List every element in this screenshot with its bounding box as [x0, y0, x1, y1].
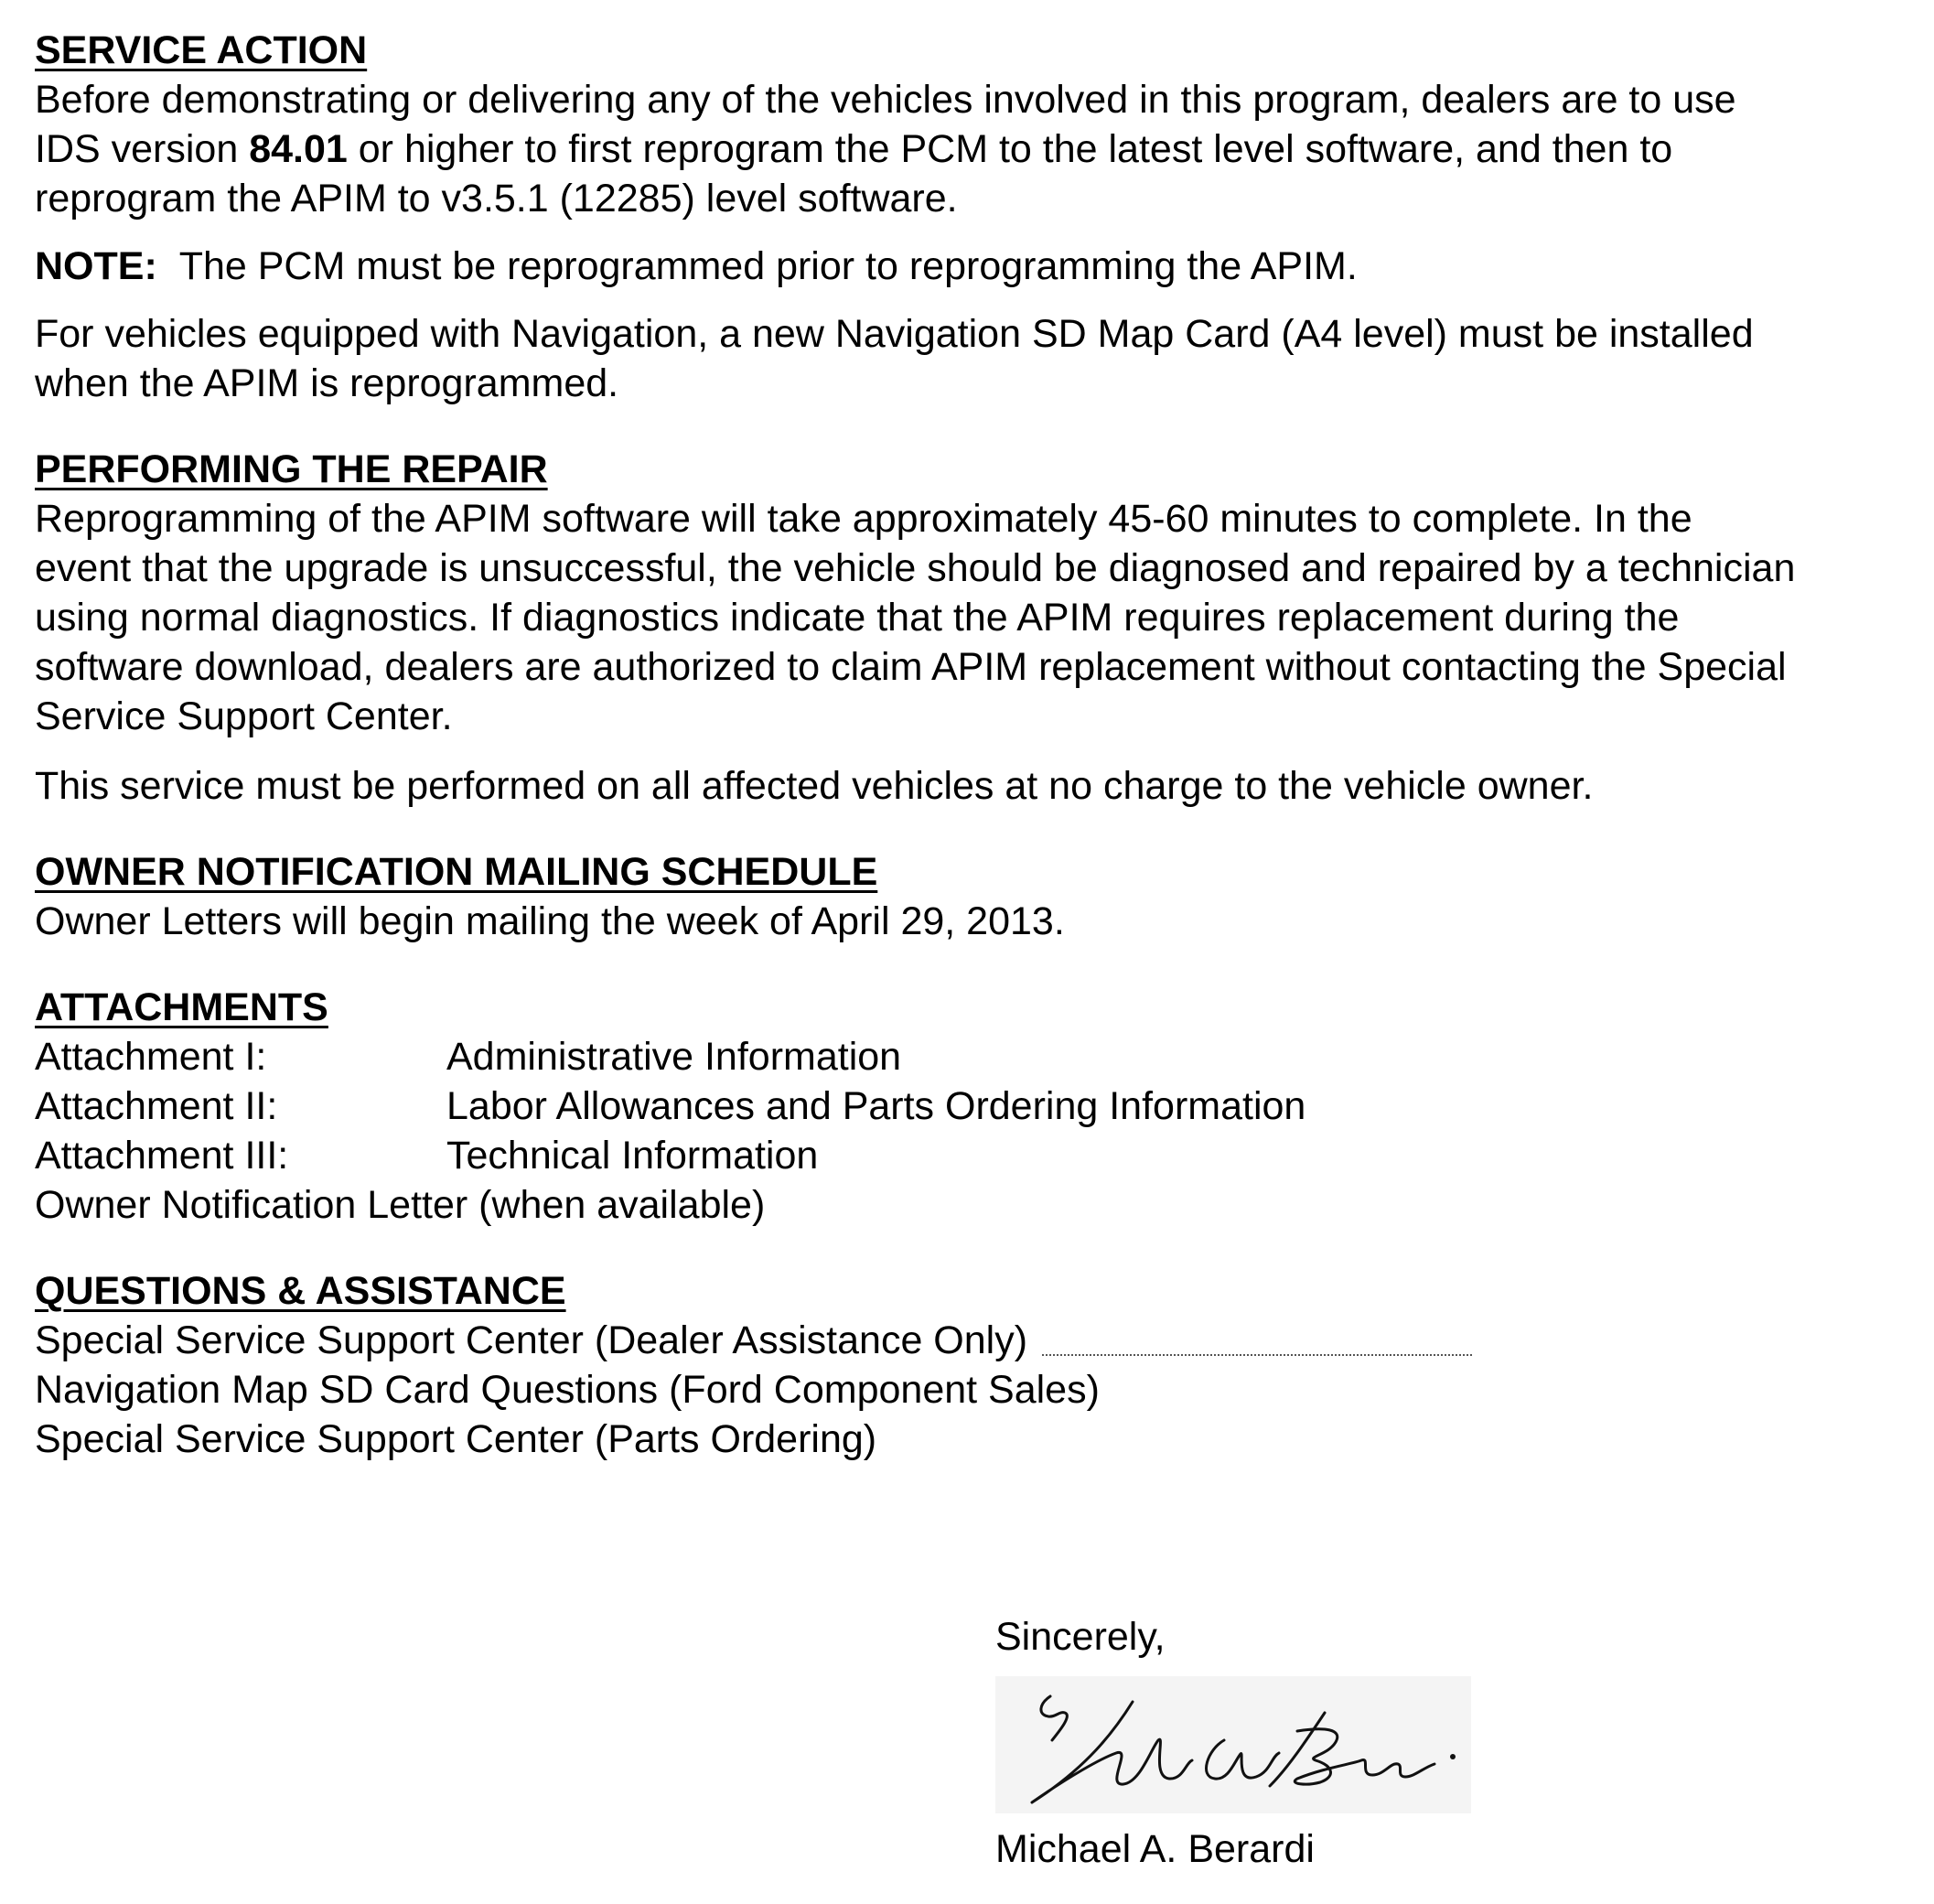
- ids-version-prefix: IDS version: [35, 127, 250, 171]
- navigation-line-2: when the APIM is reprogrammed.: [35, 361, 619, 405]
- attachment-row: [35, 1081, 1910, 1131]
- service-action-line-1: Before demonstrating or delivering any of the vehicles involved in this program, dealers are to use: [35, 78, 1736, 122]
- repair-paragraph: [35, 494, 1910, 741]
- handwritten-signature: [995, 1676, 1471, 1813]
- signer-name: Michael A. Berardi: [995, 1827, 1315, 1871]
- note-label: NOTE:: [35, 244, 157, 288]
- attachment-label: Attachment II:: [35, 1084, 278, 1128]
- attachment-value: Labor Allowances and Parts Ordering Information: [446, 1084, 1306, 1128]
- navigation-paragraph: [35, 309, 1910, 408]
- attachments-heading: ATTACHMENTS: [35, 985, 328, 1029]
- contact-line: [35, 1316, 1910, 1365]
- service-action-line-2: [35, 124, 1910, 174]
- contact-line: [35, 1365, 1910, 1415]
- repair-line-2: event that the upgrade is unsuccessful, the vehicle should be diagnosed and repaired by a technician: [35, 546, 1796, 590]
- document-body: [35, 26, 1910, 1464]
- attachment-row: [35, 1131, 1910, 1180]
- performing-repair-heading: PERFORMING THE REPAIR: [35, 447, 548, 491]
- dotted-leader: [1042, 1354, 1472, 1356]
- note-text: The PCM must be reprogrammed prior to reprogramming the APIM.: [178, 244, 1358, 288]
- questions-heading: QUESTIONS & ASSISTANCE: [35, 1269, 566, 1313]
- ids-version-suffix: or higher to first reprogram the PCM to the latest level software, and then to: [347, 127, 1673, 171]
- attachment-label: Attachment III:: [35, 1134, 289, 1178]
- questions-list: [35, 1316, 1910, 1464]
- signature-scribble-icon: [995, 1676, 1471, 1813]
- repair-line-5: Service Support Center.: [35, 694, 453, 738]
- repair-line-4: software download, dealers are authorized to claim APIM replacement without contacting the Special: [35, 645, 1787, 689]
- contact-label: Navigation Map SD Card Questions (Ford Component Sales): [35, 1368, 1100, 1412]
- repair-line-1: Reprogramming of the APIM software will take approximately 45-60 minutes to complete. In the: [35, 497, 1692, 541]
- owner-notification-letter-item: Owner Notification Letter (when available): [35, 1183, 766, 1227]
- attachment-value: Technical Information: [446, 1134, 819, 1178]
- contact-line: [35, 1415, 1910, 1464]
- contact-label: Special Service Support Center (Dealer Assistance Only): [35, 1318, 1028, 1362]
- attachments-list: [35, 1032, 1910, 1230]
- contact-label: Special Service Support Center (Parts Ordering): [35, 1417, 877, 1461]
- repair-line-3: using normal diagnostics. If diagnostics indicate that the APIM requires replacement during the: [35, 596, 1680, 640]
- attachment-value: Administrative Information: [446, 1035, 902, 1079]
- ids-version-number: 84.01: [249, 127, 348, 171]
- owner-notification-text: Owner Letters will begin mailing the week of April 29, 2013.: [35, 899, 1065, 943]
- service-action-paragraph: [35, 75, 1910, 223]
- attachment-label: Attachment I:: [35, 1035, 267, 1079]
- note-line: [35, 242, 1910, 291]
- attachment-row: [35, 1032, 1910, 1081]
- service-action-heading: SERVICE ACTION: [35, 28, 368, 72]
- navigation-line-1: For vehicles equipped with Navigation, a new Navigation SD Map Card (A4 level) must be installed: [35, 312, 1754, 356]
- signature-block: [995, 1612, 1508, 1874]
- owner-notification-heading: OWNER NOTIFICATION MAILING SCHEDULE: [35, 850, 878, 894]
- no-charge-statement: This service must be performed on all affected vehicles at no charge to the vehicle owner.: [35, 764, 1594, 808]
- salutation: Sincerely,: [995, 1615, 1166, 1659]
- service-action-line-3: reprogram the APIM to v3.5.1 (12285) level software.: [35, 177, 958, 221]
